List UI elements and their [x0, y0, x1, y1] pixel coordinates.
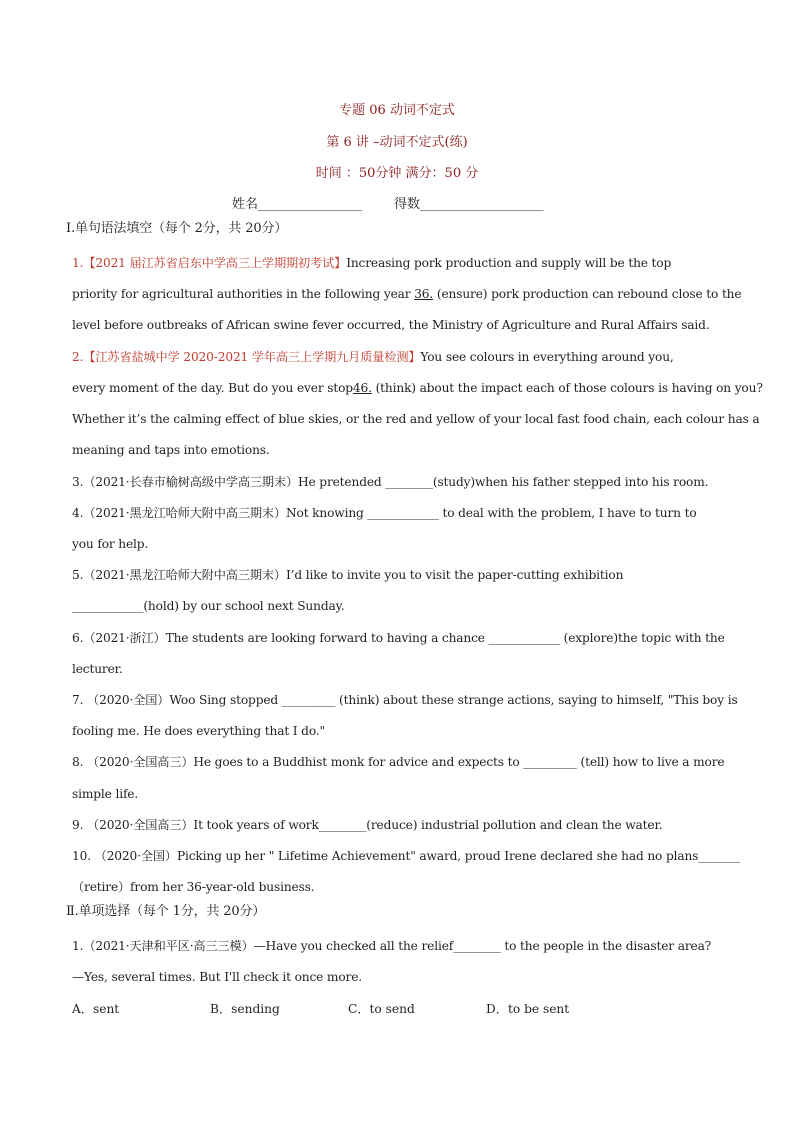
question-1-line-3: level before outbreaks of African swine fever occurred, the Ministry of Agriculture and Rural Affairs said. — [72, 318, 710, 332]
option-a: A．sent — [72, 1002, 120, 1016]
score-label: 得数 — [394, 197, 421, 212]
question-text: (ensure) pork production can rebound close to the — [433, 287, 742, 301]
question-1-line-2 — [72, 285, 741, 303]
answer-blank: 36. — [414, 287, 434, 301]
option-c: C．to send — [348, 1002, 415, 1016]
option-b: B．sending — [210, 1002, 280, 1016]
question-4-line-1: 4.（2021·黑龙江哈师大附中高三期末）Not knowing ____________ to deal with the problem, I have to turn to — [72, 506, 697, 520]
question-2-line-4: meaning and taps into emotions. — [72, 443, 270, 457]
question-text: You see colours in everything around you, — [420, 350, 674, 364]
question-10-line-2: （retire）from her 36-year-old business. — [72, 880, 315, 894]
question-source: 【2021 届江苏省启东中学高三上学期期初考试】 — [83, 256, 347, 270]
section2-heading: Ⅱ.单项选择（每个 1分，共 20分） — [66, 904, 266, 919]
question-10-line-1: 10. （2020·全国）Picking up her " Lifetime Achievement" award, proud Irene declared she had no plans_______ — [72, 849, 740, 863]
question-text: (think) about the impact each of those colours is having on you? — [371, 381, 763, 395]
document-title: 专题 06 动词不定式 — [339, 103, 455, 118]
question-text: priority for agricultural authorities in the following year — [72, 287, 415, 301]
question-number: 2. — [72, 350, 84, 364]
question-6-line-1: 6.（2021·浙江）The students are looking forward to having a chance ____________ (explore)the topic with the — [72, 631, 725, 645]
name-blank: ________________ — [258, 197, 363, 212]
question-2-line-3: Whether it’s the calming effect of blue skies, or the red and yellow of your local fast food chain, each colour has a — [72, 412, 760, 426]
time-score-line: 时间 ：50分钟 满分：50 分 — [315, 166, 479, 181]
question-3: 3.（2021·长春市榆树高级中学高三期末）He pretended ________(study)when his father stepped into his room. — [72, 475, 709, 489]
question-6-line-2: lecturer. — [72, 662, 123, 676]
name-score-line — [232, 196, 544, 214]
question-4-line-2: you for help. — [72, 537, 149, 551]
question-5-line-2: ____________(hold) by our school next Sunday. — [72, 599, 345, 613]
question-5-line-1: 5.（2021·黑龙江哈师大附中高三期末）I’d like to invite you to visit the paper-cutting exhibition — [72, 568, 624, 582]
section1-heading: Ⅰ.单句语法填空（每个 2分，共 20分） — [66, 221, 288, 236]
question-7-line-1: 7. （2020·全国）Woo Sing stopped _________ (think) about these strange actions, saying to himself, "This boy is — [72, 693, 738, 707]
question-8-line-1: 8. （2020·全国高三）He goes to a Buddhist monk for advice and expects to _________ (tell) how to live a more — [72, 755, 725, 769]
score-blank: ___________________ — [420, 197, 544, 212]
question-7-line-2: fooling me. He does everything that I do." — [72, 724, 325, 738]
document-subtitle: 第 6 讲 –动词不定式(练) — [326, 135, 468, 150]
question-text: every moment of the day. But do you ever stop — [72, 381, 353, 395]
answer-blank: 46. — [352, 381, 372, 395]
question-8-line-2: simple life. — [72, 787, 139, 801]
question-number: 1. — [72, 256, 84, 270]
question-2-line-1 — [72, 348, 674, 366]
name-label: 姓名 — [232, 197, 259, 212]
mc-question-1-line-1: 1.（2021·天津和平区·高三三模）—Have you checked all the relief________ to the people in the disaster area? — [72, 939, 712, 953]
question-source: 【江苏省盐城中学 2020-2021 学年高三上学期九月质量检测】 — [83, 350, 421, 364]
option-d: D．to be sent — [486, 1002, 570, 1016]
mc-question-1-line-2: —Yes, several times. But I'll check it once more. — [72, 970, 362, 984]
question-1-line-1 — [72, 254, 671, 272]
question-text: Increasing pork production and supply will be the top — [346, 256, 672, 270]
question-9: 9. （2020·全国高三）It took years of work________(reduce) industrial pollution and clean the water. — [72, 818, 663, 832]
question-2-line-2 — [72, 379, 763, 397]
